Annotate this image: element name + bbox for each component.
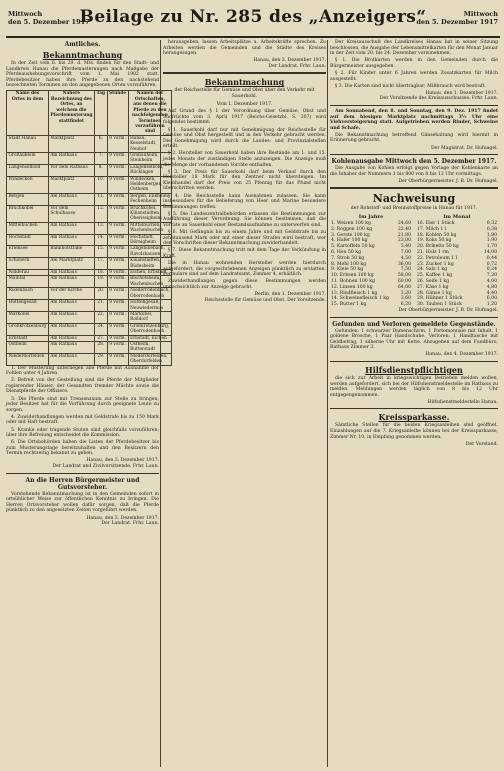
price-item: 8. Mehl 100 kg <box>331 261 367 267</box>
price-value: 3,60 <box>400 296 411 302</box>
masthead-title: Beilage zu Nr. 285 des „Anzeigers“ <box>79 7 427 27</box>
notice-savings-bank: Sämtliche Stellen für die beiden Kriegsanleihen sind geöffnet. Einzahlungen auf die 7. Kriegsanleihe können bei der Kreissparkasse, Zimmer Nr. 10, in Empfang genommen werden. <box>330 423 498 440</box>
table-header: Tag <box>94 91 107 135</box>
table-cell: Großauheim, Steinheim <box>128 152 172 164</box>
table-cell: Am Rathaus <box>48 323 94 335</box>
table-cell: Am Rathaus <box>48 335 94 341</box>
notice-auxiliary-service: die sich zur Arbeit in kriegswichtigen Betrieben melden wollen, werden aufgefordert, sich bei der Hilfsdienstmeldestelle im Rathaus zu melden. Meldungen werden täglich von 8 bis 12 Uhr entgegengenommen. <box>330 375 498 398</box>
table-cell: 15. <box>94 246 107 258</box>
price-value: 1,20 <box>486 302 497 308</box>
table-cell: Hüttengesäß <box>7 300 49 312</box>
price-value: 14,00 <box>483 249 497 255</box>
paragraph: § 6. Mit Gefängnis bis zu einem Jahre und mit Geldstrafe bis zu zehntausend Mark oder mit einer dieser Strafen wird bestraft, wer den Vorschriften dieser Bekanntmachung zuwiderhandelt. <box>163 230 326 247</box>
notice-title: Gefunden und Verloren gemeldete Gegenstände. <box>332 320 496 328</box>
price-item: 13. Rindfleisch 1 kg <box>331 290 378 296</box>
table-cell: Niederdorfelden <box>7 353 49 365</box>
price-item: 20. Briketts 50 kg <box>417 244 459 250</box>
table-cell: Am Rathaus <box>48 276 94 288</box>
table-row <box>7 341 172 353</box>
masthead <box>6 4 500 38</box>
table-cell: Am Rathaus <box>48 270 94 276</box>
paragraph: 1. Der Musterung unterliegen alle Pferde mit Ausnahme der Fohlen unter 4 Jahren. <box>6 365 159 377</box>
notice-signature: Der Oberbürgermeister. J. B. Dr. Hufnagel. <box>398 178 498 184</box>
price-value: 21,80 <box>397 232 411 238</box>
table-cell: 22. <box>94 311 107 323</box>
table-cell: Niederdorfelden, Oberdorfelden <box>128 353 172 365</box>
table-cell: Erbstadt, Eichen <box>128 335 172 341</box>
price-value: 7,50 <box>400 267 411 273</box>
table-cell: Am Rathaus <box>48 152 94 164</box>
price-item: 17. Milch 1 l <box>417 226 447 232</box>
table-cell: 9 vorm. <box>107 311 128 323</box>
price-item: 24. Salz 1 kg <box>417 267 448 273</box>
price-value: 58,00 <box>397 273 411 279</box>
price-value: 22,40 <box>397 226 411 232</box>
table-cell: Marköbel, Roßdorf <box>128 311 172 323</box>
paragraph: 6. Die Ortsbehörden haben die Listen der Pferdebesitzer bis zum Musterungstage bereitzuhalten und den Besitzern den Termin rechtzeitig bekannt zu geben. <box>6 440 159 457</box>
section-header-official: Amtliches. <box>64 41 101 48</box>
table-cell: Erlensee <box>7 246 49 258</box>
table-cell: 6. <box>94 135 107 152</box>
column-2 <box>163 40 326 767</box>
notice-body: Vorstehende Bekanntmachung ist in den Gemeinden sofort in ortsüblicher Weise zur öffentlichen Kenntnis zu bringen. Die Herren Ortsvorsteher wollen dafür sorgen, daß die Pferde pünktlich zu den angesetzten Zeiten vorgeführt werden. <box>6 491 159 514</box>
paragraph: § 2. Für Kinder unter 6 Jahren werden Zusatzkarten für Milch ausgestellt. <box>330 70 498 82</box>
table-cell: 9 vorm. <box>107 176 128 193</box>
price-item: 21. Holz 1 rm <box>417 249 449 255</box>
divider <box>330 154 498 155</box>
price-value: 60,00 <box>397 278 411 284</box>
paragraph: 4. Zuwiderhandlungen werden mit Geldstrafe bis zu 150 Mark oder mit Haft bestraft. <box>6 414 159 426</box>
paragraph: § 3. Die Karten sind nicht übertragbar; Mißbrauch wird bestraft. <box>335 83 487 89</box>
notice-signature: Der Vorstand. <box>465 441 498 447</box>
price-value: 24,60 <box>397 220 411 226</box>
table-cell: 9 vorm. <box>107 135 128 152</box>
divider <box>330 408 498 409</box>
table-cell: Am Rathaus <box>48 300 94 312</box>
notice-title: Hilfsdienstpflichtigen <box>365 364 463 375</box>
table-cell: 28. <box>94 341 107 353</box>
price-value: 3,20 <box>400 290 411 296</box>
notice-title: Kohlenausgabe Mittwoch den 5. Dezember 1917. <box>331 158 497 166</box>
table-cell: 19. <box>94 276 107 288</box>
table-cell: 9 vorm. <box>107 234 128 246</box>
notice-signature: Der Magistrat. Dr. Hufnagel. <box>430 145 498 151</box>
article-signature: Der Vorsitzende des Kreisausschusses. Frhr. Laun. <box>379 96 498 102</box>
table-cell: Am Rathaus <box>48 193 94 205</box>
price-list-left <box>330 214 412 308</box>
table-cell: Rodenbach <box>7 288 49 300</box>
table-cell: Am Rathaus <box>48 222 94 234</box>
price-item: 10. Erbsen 100 kg <box>331 273 374 279</box>
notice-title: An die Herren Bürgermeister und Gutsvorsteher. <box>25 476 140 491</box>
notice-coal: Die Ausgabe von Kohlen erfolgt gegen Vorlage der Kohlenkarte an die Inhaber der Nummern 1 bis 800 von 8 bis 12 Uhr vormittags. <box>330 166 498 177</box>
table-cell: 9 vorm. <box>107 300 128 312</box>
article-date: Hanau, den 3. Dezember 1917. <box>253 58 326 64</box>
table-row <box>7 258 172 270</box>
article-continuation: herausgeben, lassen Arbeitsplätze u. Arbeitskräfte sprechen. Zu Arbeiten werden die Gemeinden und die Städte des Kreises herangezogen. <box>163 40 326 57</box>
divider <box>330 317 498 318</box>
table-row <box>7 311 172 323</box>
table-cell: Bahnhofstraße <box>48 246 94 258</box>
table-cell: 9 vorm. <box>107 323 128 335</box>
table-row <box>7 323 172 335</box>
table-cell: 9 vorm. <box>107 246 128 258</box>
price-value: 6,00 <box>486 296 497 302</box>
paragraph: 5. Kranke oder tragende Stuten sind gleichfalls vorzuführen; über ihre Befreiung entscheidet die Kommission. <box>6 427 159 439</box>
price-table <box>416 221 498 308</box>
price-value: 64,00 <box>397 284 411 290</box>
table-cell: 9 vorm. <box>107 335 128 341</box>
paragraph: Die in Hanau wohnenden Hersteller werden hierdurch aufgefordert, die vorgeschriebenen Anzeigen pünktlich zu erstatten. Formulare sind auf dem Landratsamt, Zimmer 4, erhältlich. <box>163 261 326 278</box>
divider <box>6 473 159 474</box>
article-dateline: Vom 1. Dezember 1917. <box>216 101 273 107</box>
table-cell: 9 vorm. <box>107 288 128 300</box>
price-value: 4,00 <box>486 278 497 284</box>
table-cell: 21. <box>94 300 107 312</box>
table-row <box>7 193 172 205</box>
table-cell: Vor dem Schulhause <box>48 205 94 222</box>
price-list-subtitle: der Rohstoff- und Brennstoffpreise in Hanau für 1917. <box>350 206 478 212</box>
notice-lost-found: Gefunden: 1 schwarzer Damenschirm, 1 Portemonnaie mit Inhalt, 1 goldene Brosche, 1 Paar Handschuhe. Verloren: 1 Handtasche mit Geldbetrag, 1 silberne Uhr mit Kette. Abzugeben auf dem Fundbüro, Rathaus Zimmer 3. <box>330 328 498 351</box>
price-value: 7,20 <box>486 273 497 279</box>
muster-schedule-table <box>6 90 172 365</box>
table-cell: 20. <box>94 288 107 300</box>
price-value: 4,80 <box>486 284 497 290</box>
table-cell: 7. <box>94 152 107 164</box>
price-value: 5,40 <box>400 244 411 250</box>
table-row <box>7 205 172 222</box>
table-row <box>7 234 172 246</box>
price-item: 15. Butter 1 kg <box>331 302 367 308</box>
price-item: 7. Stroh 50 kg <box>331 255 365 261</box>
article-date: Berlin, den 1. Dezember 1917. <box>254 292 326 298</box>
price-value: 1,70 <box>486 244 497 250</box>
notice-geese: Die Bekanntmachung betreffend Gänsehaltung wird hiermit in Erinnerung gebracht. <box>330 132 498 144</box>
price-value: 4,40 <box>486 290 497 296</box>
table-cell: 24. <box>94 323 107 335</box>
price-item: 11. Bohnen 100 kg <box>331 278 375 284</box>
paragraph: § 1. Die Brotkarten werden in den Gemeinden durch die Bürgermeister ausgegeben. <box>330 58 498 69</box>
column-rule <box>327 40 328 767</box>
price-item: 19. Koks 50 kg <box>417 238 452 244</box>
notice-auction: Am Sonnabend, den 8. und Sonntag, den 9. Dez. 1917 findet auf dem hiesigen Marktplatz nachmittags 3½ Uhr eine Viehversteigerung statt. Aufgetrieben werden Rinder, Schweine und Schafe. <box>330 108 498 131</box>
price-value: 4,50 <box>400 255 411 261</box>
table-cell: 13. <box>94 222 107 234</box>
price-list-right <box>416 214 498 308</box>
paragraph: 3. Die Pferde sind mit Trensenzaum zur Stelle zu bringen; jeder Besitzer hat für die Vorführung durch geeignete Leute zu sorgen. <box>6 396 159 413</box>
price-item: 14. Schweinefleisch 1 kg <box>331 296 389 302</box>
table-cell: Am Rathaus <box>48 353 94 365</box>
table-row <box>7 152 172 164</box>
table-cell: 9 vorm. <box>107 276 128 288</box>
paragraph: 2. Befreit von der Gestellung sind die Pferde der Mitglieder regierender Häuser, der Gesandten fremder Mächte sowie die Dienstpferde der Offiziere. <box>6 378 159 395</box>
price-value: 0,44 <box>486 255 497 261</box>
table-cell: Niederrodenbach, Oberrodenbach <box>130 288 170 299</box>
price-value: 7,00 <box>400 249 411 255</box>
divider <box>330 361 498 362</box>
price-value: 0,32 <box>486 220 497 226</box>
price-item: 29. Hühner 1 Stück <box>417 296 463 302</box>
table-cell: Am Rathaus <box>48 234 94 246</box>
table-cell: 9 vorm. <box>107 341 128 353</box>
table-cell: 29. <box>94 353 107 365</box>
price-item: 6. Heu 50 kg <box>331 249 362 255</box>
article-subtitle: der Reichsstelle für Gemüse und Obst über den Verkehr mit Sauerkohl. <box>174 88 315 100</box>
article-body <box>330 58 498 89</box>
article-signature: Reichsstelle für Gemüse und Obst. Der Vorsitzende. <box>204 297 326 303</box>
price-item: 9. Kleie 50 kg <box>331 267 364 273</box>
price-item: 5. Kartoffeln 50 kg <box>331 244 375 250</box>
price-list-header: Im Jahre <box>358 213 384 220</box>
table-row <box>7 176 172 193</box>
table-cell: Am Rathaus <box>48 311 94 323</box>
price-value: 23,00 <box>397 238 411 244</box>
table-row <box>7 300 172 312</box>
masthead-right-date: Mittwoch den 5. Dezember 1917 <box>416 10 498 26</box>
table-header: Stunde <box>107 91 128 135</box>
price-value: 6,20 <box>400 302 411 308</box>
paragraph: Auf Grund des § 1 der Verordnung über Gemüse, Obst und Südfrüchte vom 3. April 1917 (Reichs-Gesetzbl. S. 307) wird folgendes bestimmt: <box>163 109 326 126</box>
paragraph: § 2. Hersteller von Sauerkohl haben ihre Bestände am 1. und 15. jedes Monats der zuständigen Stelle anzuzeigen. Die Anzeige muß die Menge der vorhandenen Vorräte enthalten. <box>163 151 326 168</box>
divider <box>163 72 326 74</box>
table-cell: Windecken, Heldenbergen, Ostheim <box>128 176 172 193</box>
price-list <box>330 214 498 308</box>
table-cell: Bergen, Enkheim, Fechenheim <box>128 193 172 205</box>
price-value: 1,90 <box>486 238 497 244</box>
table-row <box>7 288 172 300</box>
article-title: Bekanntmachung <box>204 77 285 88</box>
table-cell: 9 vorm. <box>107 205 128 222</box>
article-rules <box>6 366 159 457</box>
table-cell: Kilianstädten, Büdesheim <box>128 258 172 270</box>
price-list-signature: Der Oberbürgermeister. J. B. Dr. Hufnagel. <box>398 307 498 313</box>
table-cell: Großkrotzenburg <box>7 323 49 335</box>
table-row <box>7 246 172 258</box>
notice-signature: Hilfsdienstmeldestelle Hanau. <box>427 399 498 405</box>
table-cell: 9 vorm. <box>107 164 128 176</box>
table-row <box>7 135 172 152</box>
table-cell: Windecken <box>7 176 49 193</box>
price-item: 3. Gerste 100 kg <box>331 232 370 238</box>
price-value: 0,72 <box>486 261 497 267</box>
table-cell: Bischofsheim, Wachenbuchen <box>128 276 172 288</box>
paragraph: § 4. Die Reichsstelle kann Ausnahmen zulassen. Sie kann insbesondere für die Belieferung von Heer und Marine besondere Bestimmungen treffen. <box>163 193 326 210</box>
table-header: Name des Ortes in dem <box>7 91 49 135</box>
article-intro: In der Zeit vom 6. bis 29. d. Mts. finden für den Stadt- und Landkreis Hanau die Pferdemusterungen nach Maßgabe der Pferdeaushebungsvorschrift vom 1. Mai 1902 statt. Pferdebesitzer haben ihre Pferde zu den nachstehend bezeichneten Terminen an den angegebenen Orten vorzuführen. <box>6 61 159 89</box>
table-cell: Vor dem Rathaus <box>48 164 94 176</box>
divider <box>330 105 498 106</box>
table-cell: 9 vorm. <box>107 222 128 234</box>
table-cell: Vor der Kirche <box>48 288 94 300</box>
price-item: 16. Eier 1 Stück <box>417 220 455 226</box>
price-row <box>330 285 412 291</box>
notice-date: Hanau, den 4. Dezember 1917. <box>425 352 498 358</box>
table-cell: Hüttengesäß, Neuwiedermus <box>128 300 172 312</box>
table-cell: Bergen <box>7 193 49 205</box>
price-list-title: Nachweisung <box>372 192 456 206</box>
table-cell: Marköbel <box>7 311 49 323</box>
table-cell: 9 vorm. <box>107 353 128 365</box>
price-item: 23. Zucker 1 kg <box>417 261 454 267</box>
table-cell: Hanau, Kesselstadt, Neuhof <box>128 135 172 152</box>
price-item: 18. Kohlen 50 kg <box>417 232 457 238</box>
table-cell: 14. <box>94 234 107 246</box>
table-cell: Langenselbold, Rückingen <box>128 164 172 176</box>
table-cell: Maintal <box>7 276 49 288</box>
price-row <box>330 227 412 233</box>
price-item: 12. Linsen 100 kg <box>331 284 373 290</box>
price-value: 1,80 <box>486 232 497 238</box>
table-cell: Ostheim <box>7 341 49 353</box>
notice-date: Hanau, den 3. Dezember 1917. <box>86 515 159 521</box>
column-3 <box>330 40 498 767</box>
article-title: Bekanntmachung <box>42 50 123 60</box>
table-cell: 18. <box>94 270 107 276</box>
table-header-row <box>7 91 172 135</box>
paragraph: Zuwiderhandlungen gegen diese Bestimmungen werden unnachsichtlich zur Anzeige gebracht. <box>163 279 326 290</box>
table-cell: 11. <box>94 193 107 205</box>
price-item: 25. Kaffee 1 kg <box>417 273 453 279</box>
table-header: Nähere Bezeichnung des Ortes, an welchem die Pferdemusterung stattfindet <box>48 91 94 135</box>
table-row <box>7 353 172 365</box>
price-item: 26. Seife 1 kg <box>417 278 450 284</box>
article-date: Hanau, den 1. Dezember 1917. <box>425 90 498 96</box>
notice-title: Kreissparkasse. <box>378 412 450 423</box>
table-cell: Nidderau <box>7 270 49 276</box>
price-item: 28. Gänse 1 kg <box>417 290 452 296</box>
price-item: 1. Weizen 100 kg <box>331 220 371 226</box>
table-cell: 9 vorm. <box>107 152 128 164</box>
paragraph: § 7. Diese Bekanntmachung tritt mit dem Tage der Verkündung in Kraft. <box>163 248 326 259</box>
price-item: 2. Roggen 100 kg <box>331 226 373 232</box>
price-item: 4. Hafer 100 kg <box>331 238 368 244</box>
table-cell: Schöneck <box>7 258 49 270</box>
price-item: 30. Tauben 1 Stück <box>417 302 462 308</box>
table-cell: Langendiebach, Ravolzhausen <box>128 246 172 258</box>
table-cell: 8. <box>94 164 107 176</box>
article-signature: Der Landrat. Frhr. Laun. <box>268 63 326 69</box>
table-cell: Bruchköbel, Kilianstädten, Oberissigheim <box>128 205 172 222</box>
table-cell: Am Marktplatz <box>48 258 94 270</box>
table-cell: Hochstadt, Dörnigheim <box>128 234 172 246</box>
paragraph: § 3. Der Preis für Sauerkohl darf beim Verkauf durch den Hersteller 18 Mark für den Zentner nicht übersteigen. Im Kleinhandel darf der Preis von 25 Pfennig für das Pfund nicht überschritten werden. <box>163 169 326 192</box>
table-cell: Stadt Hanau <box>7 135 49 152</box>
paragraph: § 1. Sauerkohl darf nur mit Genehmigung der Reichsstelle für Gemüse und Obst hergestellt und in den Verkehr gebracht werden. Die Genehmigung wird durch die Landes- und Provinzialstellen erteilt. <box>163 127 326 150</box>
table-cell: Ostheim, Butterstadt <box>128 341 172 353</box>
table-cell: Am Rathaus <box>48 341 94 353</box>
paragraph: § 5. Die Landeszentralbehörden erlassen die Bestimmungen zur Ausführung dieser Verordnung. Sie können bestimmen, daß die Vorräte an Sauerkohl einer Bestandsaufnahme zu unterwerfen sind. <box>163 211 326 229</box>
price-list-header: Im Monat <box>443 213 471 220</box>
divider <box>330 187 498 189</box>
price-row <box>330 279 412 285</box>
table-cell: Langenselbold <box>7 164 49 176</box>
table-cell: Großauheim <box>7 152 49 164</box>
table-row <box>7 222 172 234</box>
table-row <box>7 164 172 176</box>
table-cell: Mittelbuchen <box>7 222 49 234</box>
column-1 <box>6 40 170 767</box>
table-cell: 9 vorm. <box>107 258 128 270</box>
price-table <box>330 221 412 308</box>
article-date: Hanau, den 3. Dezember 1917. <box>86 458 159 464</box>
table-cell: Marktplatz <box>48 176 94 193</box>
price-value: 0,38 <box>486 226 497 232</box>
table-cell: 27. <box>94 335 107 341</box>
article-signature: Der Landrat und Zivilvorsitzende. Frhr. Laun. <box>52 464 159 470</box>
table-cell: Eichen, Erbstadt <box>128 270 172 276</box>
price-item: 27. Käse 1 kg <box>417 284 449 290</box>
price-value: 36,00 <box>397 261 411 267</box>
table-header: Namen der Ortschaften, aus denen die Pferde zu den nachfolgenden Terminen vorzuführen sind <box>128 91 172 135</box>
table-cell: Bruchköbel <box>7 205 49 222</box>
table-cell: Hochstadt <box>7 234 49 246</box>
masthead-left-date: Mittwoch den 5. Dezember 1917 <box>8 10 90 26</box>
table-cell: 10. <box>94 176 107 193</box>
notice-signature: Der Landrat. Frhr. Laun. <box>101 521 159 527</box>
article-body <box>163 109 326 290</box>
table-cell: Großkrotzenburg, Oberrodenbach <box>128 323 172 335</box>
article-intro: Der Kreisausschuß des Landkreises Hanau hat in seiner Sitzung beschlossen, die Ausgabe der Lebensmittelkarten für den Monat Januar in der Zeit vom 20. bis 24. Dezember vorzunehmen. <box>330 40 498 57</box>
table-cell: 9 vorm. <box>107 193 128 205</box>
table-cell: Erbstadt <box>7 335 49 341</box>
price-value: 0,24 <box>486 267 497 273</box>
table-cell: Mittelbuchen, Wachenbuchen <box>128 222 172 234</box>
table-cell: 9 vorm. <box>107 270 128 276</box>
table-cell: Marktplatz <box>48 135 94 152</box>
table-row <box>7 276 172 288</box>
table-cell: 17. <box>94 258 107 270</box>
price-item: 22. Petroleum 1 l <box>417 255 457 261</box>
table-cell: 12. <box>94 205 107 222</box>
